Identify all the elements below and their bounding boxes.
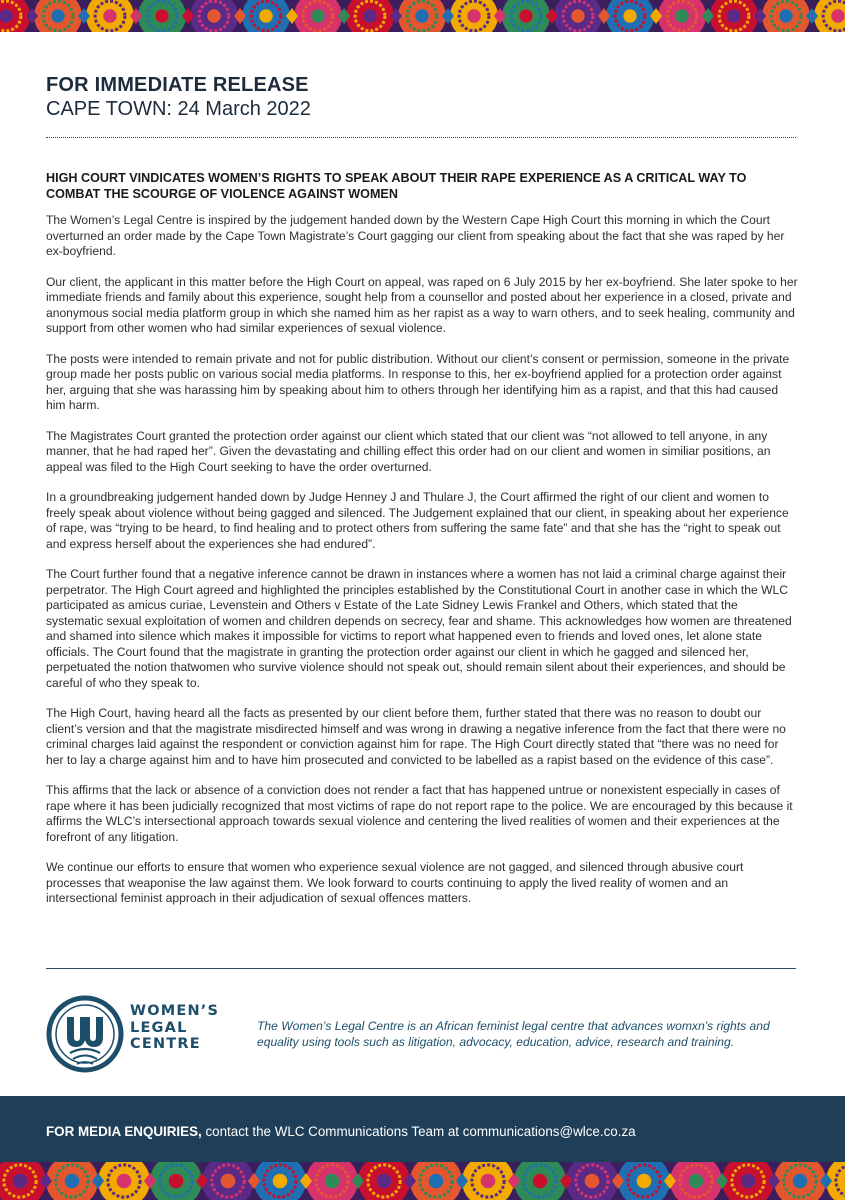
top-pattern [0, 0, 845, 32]
organization-tagline: The Women’s Legal Centre is an African feminist legal centre that advances womxn’s rights and equality using tools such as litigation, advocacy, education, advice, research and training. [257, 1019, 770, 1049]
bottom-pattern [0, 1162, 845, 1200]
press-header [46, 74, 806, 121]
release-label: FOR IMMEDIATE RELEASE [46, 74, 309, 96]
logo-line: CENTRE [130, 1036, 201, 1052]
paragraph: Our client, the applicant in this matter before the High Court on appeal, was raped on 6 July 2015 by her ex-boyfriend. She later spoke to her immediate friends and family about this experience, sought help from a counsellor and posted about her experience in a closed, private and anonymous social media platform group in which she named him as her rapist as a way to warn others, and to seek healing, community and support from other women who had similar experiences of sexual violence. [46, 274, 798, 335]
paragraph: In a groundbreaking judgement handed down by Judge Henney J and Thulare J, the Court affirmed the right of our client and women to freely speak about violence without being gagged and silenced. The Judgement explained that our client, in speaking about her experience of rape, was “trying to be heard, to find healing and to protect others from suffering the same fate” and that she has the “right to speak out and express herself about the experiences she had endured”. [46, 490, 789, 551]
logo-line: LEGAL [130, 1019, 188, 1036]
paragraph: The posts were intended to remain private and not for public distribution. Without our client’s consent or permission, someone in the private group made her posts public on various social media platforms. In response to this, her ex-boyfriend applied for a protection order against her, arguing that she was harassing him by speaking about him to others through her identifying him as a rapist, and that this had caused him harm. [46, 351, 790, 412]
press-body [46, 170, 798, 922]
paragraph: We continue our efforts to ensure that women who experience sexual violence are not gagged, and silenced through abusive court processes that weaponise the law against them. We look forward to courts continuing to apply the lived reality of women and an intersectional feminist approach in their adjudication of sexual offences matters. [46, 860, 744, 905]
dateline: CAPE TOWN: 24 March 2022 [46, 98, 311, 120]
wlc-logo [46, 995, 220, 1075]
paragraph: The Women’s Legal Centre is inspired by the judgement handed down by the Western Cape High Court this morning in which the Court overturned an order made by the Cape Town Magistrate’s Court gagging our client from speaking about the fact that she was raped by her ex-boyfriend. [46, 213, 785, 258]
paragraph: This affirms that the lack or absence of a conviction does not render a fact that has happened untrue or nonexistent especially in cases of rape where it has been judicially recognized that most victims of rape do not report rape to the police. We are encouraged by this because it affirms the WLC’s intersectional approach towards sexual violence and centering the lived realities of women and their experiences at the forefront of any litigation. [46, 783, 793, 844]
paragraph: The Court further found that a negative inference cannot be drawn in instances where a women has not laid a criminal charge against their perpetrator. The High Court agreed and highlighted the principles established by the Constitutional Court in another case in which the WLC participated as amicus curiae, Levenstein and Others v Estate of the Late Sidney Lewis Frankel and Others, which stated that the systematic sexual exploitation of women and children depends on secrecy, fear and shame. This acknowledges how women are threatened and shamed into silence which makes it impossible for victims to report what happened even to friends and loved ones, let alone state officials. The Court found that the magistrate in granting the protection order against our client in which he gagged and silenced her, perpetuated the notion thatwomen who survive violence should not speak out, should remain silent about their experiences, and should be careful of who they speak to. [46, 567, 792, 690]
headline: HIGH COURT VINDICATES WOMEN’S RIGHTS TO SPEAK ABOUT THEIR RAPE EXPERIENCE AS A CRITICAL WAY TO COMBAT THE SCOURGE OF VIOLENCE AGAINST WOMEN [46, 171, 747, 201]
logo-wordmark [130, 1003, 220, 1053]
bottom-decorative-band [0, 1162, 845, 1200]
media-enquiries-bar [0, 1096, 845, 1162]
header-divider [46, 137, 796, 138]
logo-line: WOMEN’S [130, 1003, 220, 1019]
paragraph: The Magistrates Court granted the protection order against our client which stated that our client was “not allowed to tell anyone, in any manner, that he had raped her”. Given the devastating and chilling effect this order had on our client and women in similiar positions, an appeal was filed to the High Court seeking to have the order overturned. [46, 428, 771, 474]
wlc-logo-icon [46, 995, 124, 1073]
media-enquiries-label: FOR MEDIA ENQUIRIES, [46, 1124, 202, 1139]
media-enquiries-contact[interactable]: contact the WLC Communications Team at communications@wlce.co.za [201, 1124, 636, 1139]
media-enquiries-text [46, 1124, 636, 1139]
footer-divider [46, 968, 796, 969]
top-decorative-band [0, 0, 845, 32]
paragraph: The High Court, having heard all the facts as presented by our client before them, further stated that there was no reason to doubt our client’s version and that the magistrate misdirected himself and was wrong in drawing a negative inference from the fact that there were no criminal charges laid against the respondent or conviction against him for rape. The High Court directly stated that “there was no need for her to lay a charge against him and to have him prosecuted and convicted to be labelled as a rapist based on the evidence of this case”. [46, 706, 786, 767]
